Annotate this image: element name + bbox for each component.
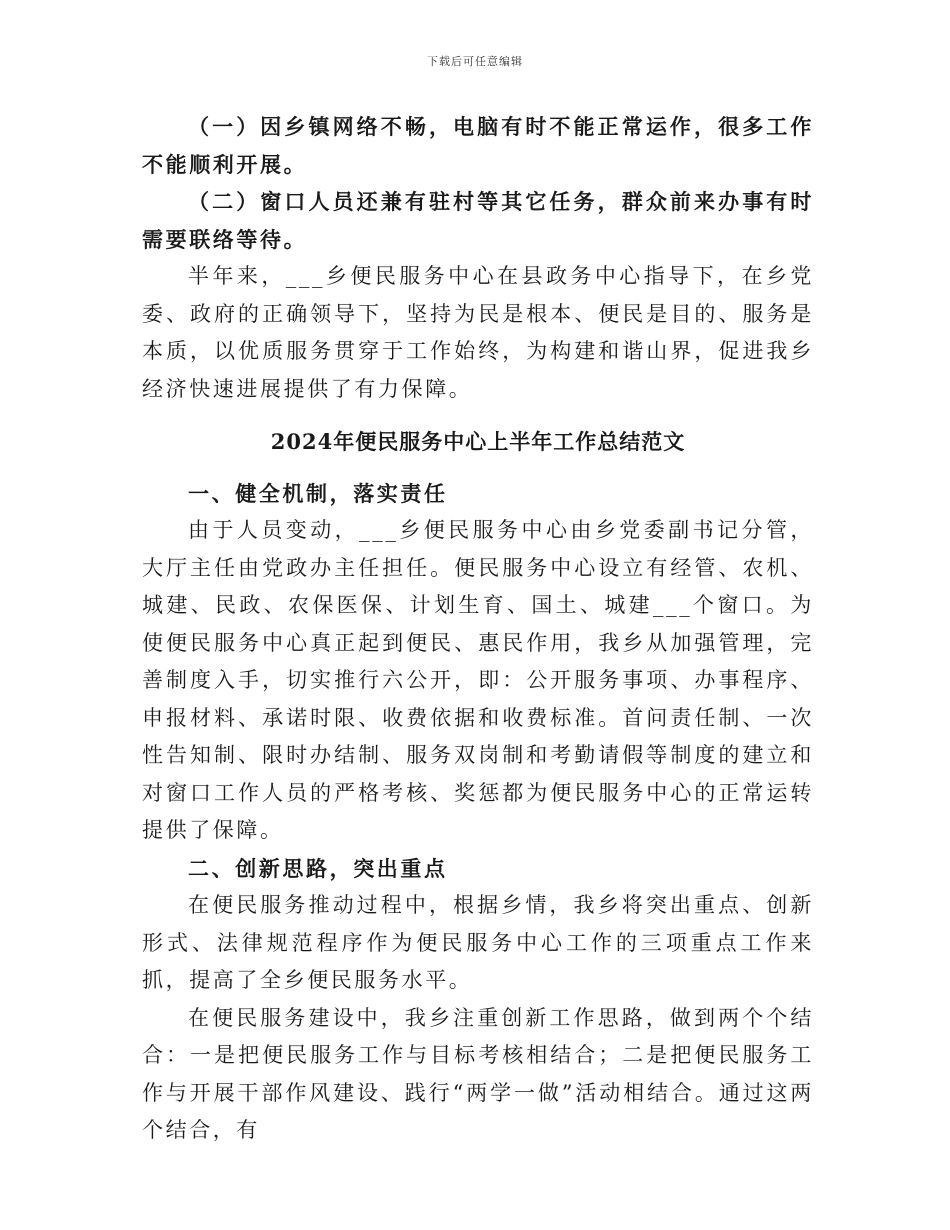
section-1-heading: 一、健全机制，落实责任: [188, 480, 448, 506]
section-2-body-2: 在便民服务建设中，我乡注重创新工作思路，做到两个个结合：一是把便民服务工作与目标考核相结合；二是把便民服务工作与开展干部作风建设、践行“两学一做”活动相结合。通过这两个结合，有: [142, 1005, 814, 1142]
section-2-body-1: 在便民服务推动过程中，根据乡情，我乡将突出重点、创新形式、法律规范程序作为便民服务中心工作的三项重点工作来抓，提高了全乡便民服务水平。: [142, 893, 814, 992]
issue-paragraph-2: （二）窗口人员还兼有驻村等其它任务，群众前来办事有时需要联络等待。: [142, 189, 814, 252]
document-body: [142, 108, 814, 1150]
document-title: 2024年便民服务中心上半年工作总结范文: [270, 429, 686, 454]
section-1-body: 由于人员变动，___乡便民服务中心由乡党委副书记分管，大厅主任由党政办主任担任。便民服务中心设立有经管、农机、城建、民政、农保医保、计划生育、国土、城建___个窗口。为使便民服务中心真正起到便民、惠民作用，我乡从加强管理，完善制度入手，切实推行六公开，即：公开服务事项、办事程序、申报材料、承诺时限、收费依据和收费标准。首问责任制、一次性告知制、限时办结制、服务双岗制和考勤请假等制度的建立和对窗口工作人员的严格考核、奖惩都为便民服务中心的正常运转提供了保障。: [142, 518, 814, 842]
issue-paragraph-1: （一）因乡镇网络不畅，电脑有时不能正常运作，很多工作不能顺利开展。: [142, 114, 814, 177]
summary-paragraph: 半年来，___乡便民服务中心在县政务中心指导下，在乡党委、政府的正确领导下，坚持为民是根本、便民是目的、服务是本质，以优质服务贯穿于工作始终，为构建和谐山界，促进我乡经济快速进展提供了有力保障。: [142, 264, 814, 401]
section-2-heading: 二、创新思路，突出重点: [188, 855, 448, 881]
page-header-note: 下载后可任意编辑: [427, 55, 523, 68]
